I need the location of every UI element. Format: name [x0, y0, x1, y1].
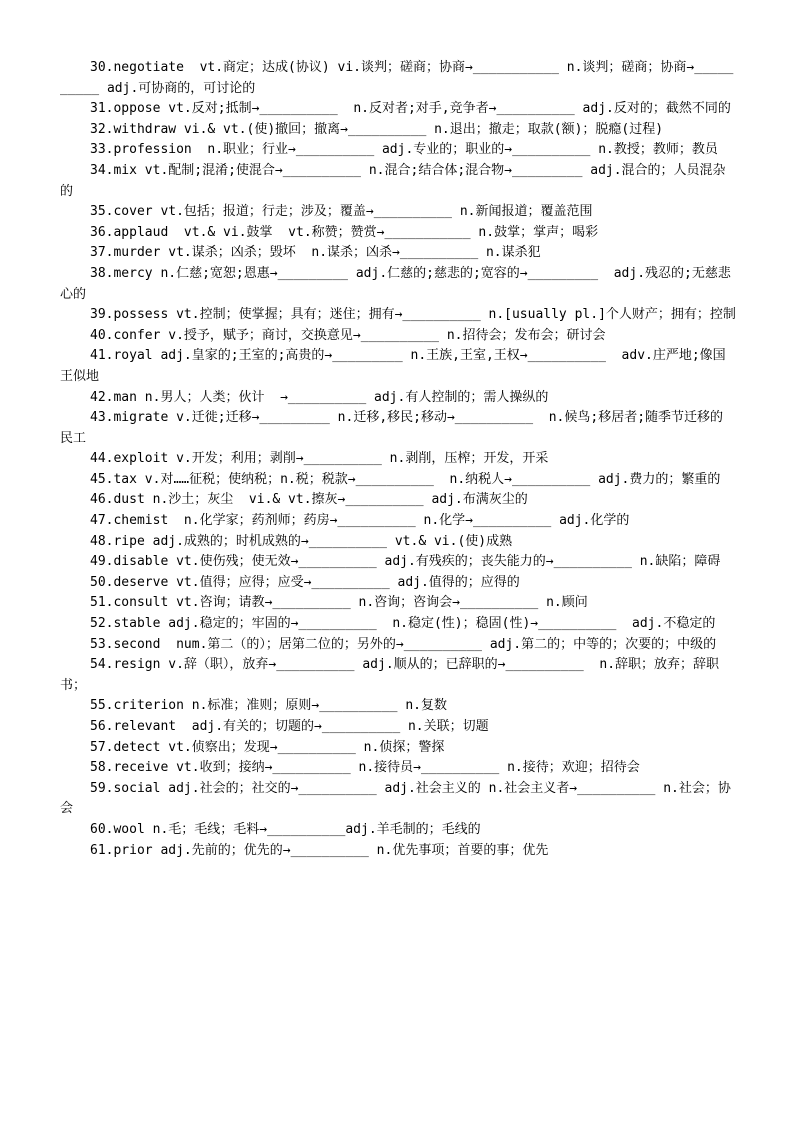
entry-61: 61.prior adj.先前的；优先的→__________ n.优先事项；首要的事；优先 [90, 842, 549, 858]
entry-45: 45.tax v.对……征税；使纳税；n.税；税款→__________ n.纳税人→__________ adj.费力的；繁重的 [90, 471, 721, 487]
entry-34: 34.mix vt.配制;混淆;使混合→__________ n.混合;结合体;混合物→_________ adj.混合的；人员混杂的 [60, 162, 726, 199]
entry-52: 52.stable adj.稳定的；牢固的→__________ n.稳定(性)；稳固(性)→__________ adj.不稳定的 [90, 616, 716, 632]
entry-38: 38.mercy n.仁慈;宽恕;恩惠→_________ adj.仁慈的;慈悲的;宽容的→_________ adj.残忍的;无慈悲心的 [60, 265, 731, 302]
entry-41: 41.royal adj.皇家的;王室的;高贵的→_________ n.王族,王室,王权→__________ adv.庄严地;像国王似地 [60, 348, 726, 384]
entry-59: 59.social adj.社会的；社交的→__________ adj.社会主义的 n.社会主义者→__________ n.社会；协会 [60, 780, 731, 817]
entry-36: 36.applaud vt.& vi.鼓掌 vt.称赞；赞赏→___________ n.鼓掌；掌声；喝彩 [90, 224, 599, 240]
vocabulary-list [60, 58, 736, 861]
entry-53: 53.second num.第二（的）；居第二位的；另外的→__________ adj.第二的；中等的；次要的；中级的 [90, 636, 717, 652]
entry-50: 50.deserve vt.值得；应得；应受→__________ adj.值得的；应得的 [90, 574, 520, 590]
entry-58: 58.receive vt.收到；接纳→__________ n.接待员→__________ n.接待；欢迎；招待会 [90, 760, 640, 776]
entry-49: 49.disable vt.使伤残；使无效→__________ adj.有残疾的；丧失能力的→__________ n.缺陷；障碍 [90, 554, 721, 570]
entry-44: 44.exploit v.开发；利用；剥削→__________ n.剥削，压榨；开发，开采 [90, 451, 549, 467]
entry-32: 32.withdraw vi.& vt.(使)撤回；撤离→__________ n.退出；撤走；取款(额)；脱瘾(过程) [90, 121, 664, 137]
entry-33: 33.profession n.职业；行业→__________ adj.专业的；职业的→__________ n.教授；教师；教员 [90, 142, 718, 158]
entry-31: 31.oppose vt.反对;抵制→__________ n.反对者;对手,竞争者→__________ adj.反对的；截然不同的 [90, 101, 731, 117]
entry-60: 60.wool n.毛；毛线；毛料→__________adj.羊毛制的；毛线的 [90, 821, 481, 837]
entry-55: 55.criterion n.标准；准则；原则→__________ n.复数 [90, 698, 447, 714]
entry-30: 30.negotiate vt.商定；达成(协议) vi.谈判；磋商；协商→___________ n.谈判；磋商；协商→__________ adj.可协商的，可讨论的 [60, 60, 734, 96]
entry-48: 48.ripe adj.成熟的；时机成熟的→__________ vt.& vi.(使)成熟 [90, 533, 513, 549]
entry-57: 57.detect vt.侦察出；发现→__________ n.侦探；警探 [90, 739, 445, 755]
entry-56: 56.relevant adj.有关的；切题的→__________ n.关联；切题 [90, 719, 489, 734]
entry-42: 42.man n.男人；人类；伙计 →__________ adj.有人控制的；需人操纵的 [90, 389, 549, 405]
entry-46: 46.dust n.沙土；灰尘 vi.& vt.擦灰→__________ adj.布满灰尘的 [90, 492, 528, 508]
entry-54: 54.resign v.辞（职），放弃→__________ adj.顺从的；已辞职的→__________ n.辞职；放弃；辞职书； [60, 657, 720, 693]
entry-37: 37.murder vt.谋杀；凶杀；毁坏 n.谋杀；凶杀→__________ n.谋杀犯 [90, 245, 541, 261]
entry-51: 51.consult vt.咨询；请教→__________ n.咨询；咨询会→__________ n.顾问 [90, 595, 588, 611]
entry-39: 39.possess vt.控制；使掌握；具有；迷住；拥有→__________ n.[usually pl.]个人财产；拥有；控制 [90, 307, 736, 323]
entry-40: 40.confer v.授予，赋予；商讨，交换意见→__________ n.招待会；发布会；研讨会 [90, 327, 606, 343]
entry-35: 35.cover vt.包括；报道；行走；涉及；覆盖→__________ n.新闻报道；覆盖范围 [90, 204, 593, 220]
entry-43: 43.migrate v.迁徙;迁移→_________ n.迁移,移民;移动→__________ n.候鸟;移居者;随季节迁移的民工 [60, 410, 724, 446]
entry-47: 47.chemist n.化学家；药剂师；药房→__________ n.化学→__________ adj.化学的 [90, 513, 630, 529]
